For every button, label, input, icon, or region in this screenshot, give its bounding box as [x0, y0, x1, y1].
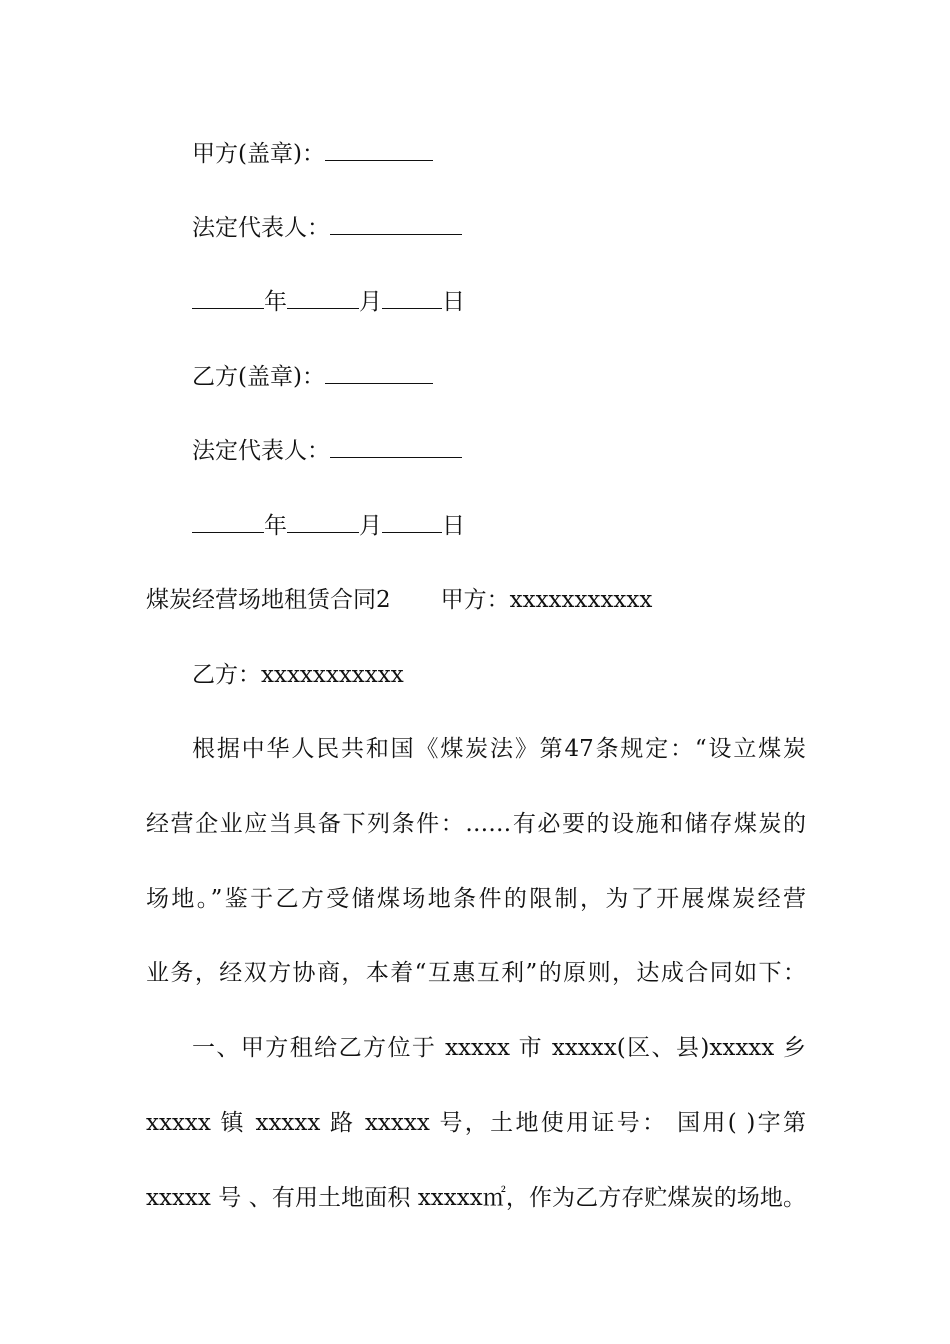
day-label: 日	[442, 289, 465, 315]
day-blank	[382, 510, 442, 533]
year-blank	[192, 510, 264, 533]
party-b-rep-blank	[330, 435, 462, 458]
party-b-rep-label: 法定代表人：	[192, 438, 330, 464]
preamble-line-2: 经营企业应当具备下列条件：……有必要的设施和储存煤炭的	[146, 811, 806, 837]
party-b-rep-line	[192, 435, 862, 466]
clause1-line-2: xxxxx 镇 xxxxx 路 xxxxx 号，土地使用证号： 国用( )字第	[146, 1110, 806, 1136]
clause1-line-1: 一、甲方租给乙方位于 xxxxx 市 xxxxx(区、县)xxxxx 乡	[192, 1035, 806, 1061]
party-b-seal-line	[192, 361, 862, 392]
month-label: 月	[359, 289, 382, 315]
party-a-name: 甲方：xxxxxxxxxxx	[440, 587, 653, 613]
year-blank	[192, 286, 264, 309]
year-label: 年	[264, 289, 287, 315]
preamble-line-1: 根据中华人民共和国《煤炭法》第47条规定：“设立煤炭	[192, 736, 806, 762]
party-a-rep-blank	[330, 212, 462, 235]
contract-title: 煤炭经营场地租赁合同2	[146, 587, 391, 613]
party-a-rep-label: 法定代表人：	[192, 215, 330, 241]
clause1-line-3: xxxxx 号 、有用土地面积 xxxxx㎡，作为乙方存贮煤炭的场地。	[146, 1185, 806, 1211]
month-blank	[287, 510, 359, 533]
month-blank	[287, 286, 359, 309]
year-label: 年	[264, 513, 287, 539]
contract-heading-line	[146, 585, 816, 615]
party-a-seal-blank	[325, 138, 433, 161]
party-a-seal-label: 甲方(盖章)：	[192, 141, 325, 167]
date-line-1	[192, 286, 862, 317]
party-b-name: 乙方：xxxxxxxxxxx	[192, 662, 404, 688]
preamble-line-4: 业务，经双方协商，本着“互惠互利”的原则，达成合同如下：	[146, 960, 806, 986]
party-a-rep-line	[192, 212, 862, 243]
day-label: 日	[442, 513, 465, 539]
party-b-seal-blank	[325, 361, 433, 384]
month-label: 月	[359, 513, 382, 539]
party-b-name-line	[192, 660, 862, 690]
day-blank	[382, 286, 442, 309]
date-line-2	[192, 510, 862, 541]
preamble-line-3: 场地。”鉴于乙方受储煤场地条件的限制，为了开展煤炭经营	[146, 886, 806, 912]
party-b-seal-label: 乙方(盖章)：	[192, 364, 325, 390]
party-a-seal-line	[192, 138, 862, 169]
